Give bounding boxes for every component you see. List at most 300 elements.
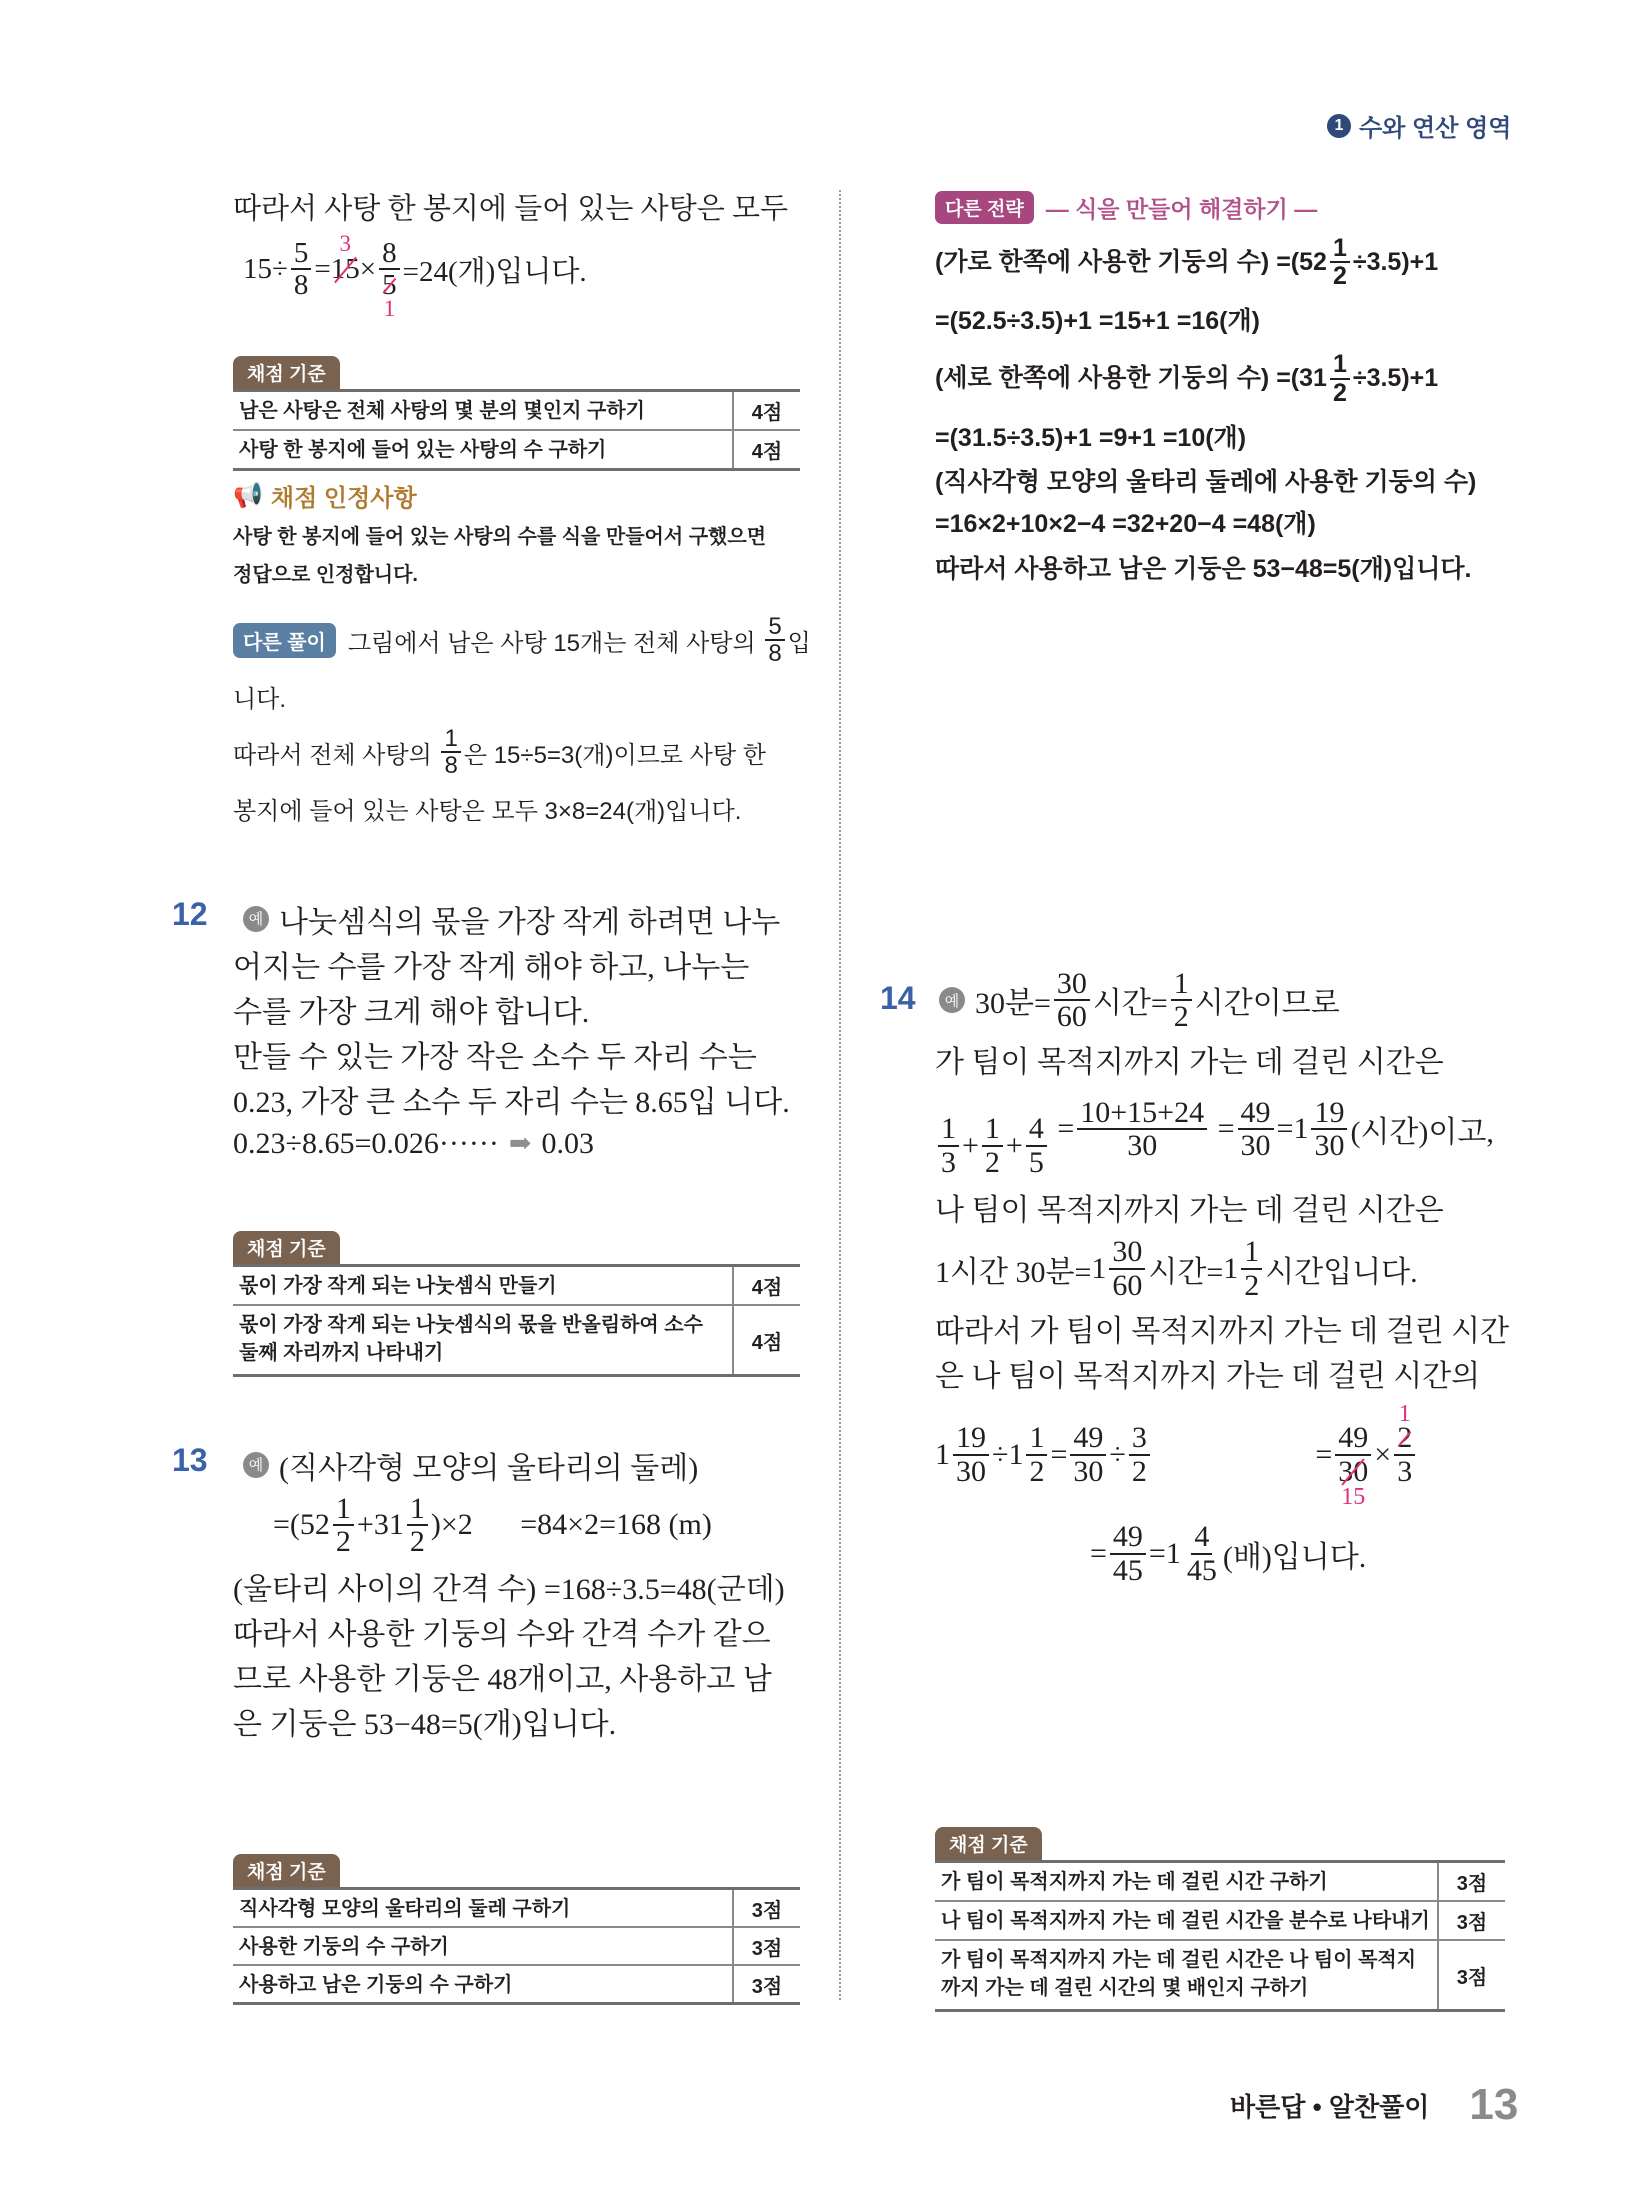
math-text: 3 <box>1131 1421 1147 1454</box>
intro-math <box>233 227 587 323</box>
math-text: 10+15+24 <box>1080 1095 1205 1129</box>
denominator <box>1026 1456 1047 1488</box>
denominator <box>407 1526 428 1558</box>
math-text: 52 <box>1299 247 1327 276</box>
math-text: 2 <box>1244 1268 1260 1302</box>
criteria-score: 3점 <box>1437 1863 1505 1900</box>
strategy-title: — 식을 만들어 해결하기 — <box>1045 195 1318 222</box>
answer-line <box>233 1563 536 1608</box>
denominator <box>1171 1001 1192 1033</box>
cancel-mark: 3 <box>339 230 352 257</box>
criteria-text: 직사각형 모양의 울타리의 둘레 구하기 <box>239 1898 571 1920</box>
cancel-mark: 1 <box>383 296 396 323</box>
math-text: 따라서 가 팀이 목적지까지 가는 데 걸린 시간 <box>935 1314 1510 1348</box>
grading-table-14 <box>935 1827 1505 2012</box>
math-text: 2 <box>1131 1454 1147 1488</box>
table-row <box>935 1863 1505 1900</box>
math-text: + <box>356 1508 374 1541</box>
numerator <box>1171 968 1192 1002</box>
mixed-number <box>1299 235 1353 290</box>
denominator <box>1124 1130 1160 1162</box>
table-row <box>233 429 800 468</box>
fraction <box>1110 1521 1146 1586</box>
page-number: 13 <box>1469 2080 1519 2129</box>
criteria-score: 4점 <box>732 1306 800 1374</box>
fraction <box>1129 1422 1150 1487</box>
math-text: 8 <box>444 752 458 779</box>
alt-solution-line <box>233 780 741 836</box>
math-text: 1 <box>1223 1251 1239 1285</box>
math-text: 4 <box>1194 1520 1210 1553</box>
page-footer <box>1230 2080 1518 2130</box>
denominator <box>1129 1456 1150 1488</box>
answer-line <box>520 1503 712 1548</box>
grading-tag: 채점 기준 <box>233 356 340 389</box>
mixed-number <box>300 1493 357 1558</box>
denominator <box>765 641 784 666</box>
alt-solution-line <box>233 612 811 668</box>
mixed-number <box>1168 968 1195 1033</box>
math-text: =32+20−4 <box>1112 510 1226 538</box>
numerator <box>938 1113 959 1147</box>
mixed-number <box>1051 968 1093 1033</box>
math-text: 52 <box>299 1508 330 1541</box>
math-text: 시간입니다. <box>1265 1255 1418 1289</box>
criteria-text: 사용하고 남은 기둥의 수 구하기 <box>239 1974 513 1996</box>
denominator <box>982 1147 1003 1179</box>
denominator <box>291 270 312 300</box>
math-text: =168÷3.5=48(군데) <box>543 1572 785 1606</box>
mixed-number <box>1166 1521 1223 1586</box>
mixed-number <box>1126 1422 1153 1487</box>
grading-tag: 채점 기준 <box>935 1827 1042 1860</box>
math-text: 어지는 수를 가장 작게 해야 하고, 나누는 <box>233 950 750 984</box>
denominator <box>1335 1454 1371 1510</box>
mixed-number <box>1091 1236 1148 1301</box>
math-text: = <box>1050 1437 1068 1471</box>
alt-solution-tag: 다른 풀이 <box>233 623 336 658</box>
math-text: )×2 <box>430 1508 473 1541</box>
math-text: 나눗셈식의 몫을 가장 작게 하려면 나누 <box>279 905 781 939</box>
mixed-number <box>438 726 463 778</box>
math-text: 30 <box>1127 1129 1158 1162</box>
table-row <box>233 392 800 429</box>
fraction <box>1330 235 1350 290</box>
intro-line: 따라서 사탕 한 봉지에 들어 있는 사탕은 모두 <box>233 192 789 225</box>
section-header <box>1327 108 1511 143</box>
math-text: (직사각형 모양의 울타리의 둘레) <box>279 1451 699 1485</box>
megaphone-icon: 📢 <box>233 481 263 509</box>
strategy-line <box>935 239 1269 281</box>
numerator <box>1110 1521 1146 1555</box>
answer-text <box>279 897 780 941</box>
answer-line <box>233 1653 772 1698</box>
grading-rows <box>935 1860 1505 2012</box>
answer-line <box>273 1487 473 1563</box>
criteria-text: 가 팀이 목적지까지 가는 데 걸린 시간 구하기 <box>941 1871 1328 1893</box>
math-text: ÷3.5)+1 <box>1352 364 1439 392</box>
numerator <box>1026 1422 1047 1456</box>
strategy-line <box>1276 343 1438 415</box>
math-text: 봉지에 들어 있는 사탕은 모두 3×8=24(개)입니다. <box>233 797 742 825</box>
answer-line <box>233 1031 757 1076</box>
denominator <box>1330 380 1350 406</box>
accept-heading <box>233 478 800 512</box>
math-text: = <box>1276 1112 1294 1145</box>
math-text: =(31.5÷3.5)+1 <box>935 423 1092 452</box>
strategy-line <box>1177 298 1260 340</box>
math-text: 니다. <box>233 685 287 713</box>
math-text: 수를 가장 크게 해야 합니다. <box>233 995 590 1029</box>
math-text: 0.03 <box>541 1126 594 1160</box>
denominator <box>333 1526 354 1558</box>
math-text: 가 팀이 목적지까지 가는 데 걸린 시간은 <box>935 1046 1444 1079</box>
math-text: 따라서 전체 사탕의 <box>233 741 439 769</box>
denominator <box>1311 1130 1347 1162</box>
math-text: × <box>1374 1437 1392 1471</box>
criteria-score: 3점 <box>732 1890 800 1926</box>
strategy-line <box>1099 301 1170 343</box>
mixed-number <box>1391 1400 1418 1488</box>
fraction <box>441 726 460 778</box>
math-text: 1 <box>1244 1235 1260 1268</box>
math-text: (시간)이고, <box>1350 1116 1494 1149</box>
alt-solution-block <box>233 612 811 836</box>
mixed-number <box>1074 1097 1210 1162</box>
arrow-right-icon: ➡ <box>508 1128 532 1158</box>
math-text: 1시간 30분= <box>935 1255 1092 1289</box>
math-text: = <box>1148 1536 1166 1570</box>
math-text: ÷ <box>992 1437 1009 1471</box>
question-14 <box>935 966 1510 1593</box>
math-text: 31 <box>1299 364 1327 392</box>
math-text: 1 <box>335 1491 351 1525</box>
math-text: =84×2=168 (m) <box>520 1508 712 1541</box>
math-text: 시간= <box>1092 987 1168 1020</box>
cancelled-number: 15 3 <box>330 230 360 285</box>
math-text: 8 <box>768 640 782 667</box>
math-text: 3 <box>1397 1454 1413 1488</box>
math-text: + <box>962 1128 979 1162</box>
math-text: 1 <box>1029 1421 1045 1454</box>
numerator <box>982 1113 1003 1147</box>
book-title: 바른답 • 알찬풀이 <box>1230 2091 1430 2122</box>
mixed-number <box>1299 351 1353 406</box>
answer-line <box>935 1030 1444 1088</box>
math-text: 2 <box>335 1525 351 1558</box>
fraction <box>379 236 400 323</box>
answer-line <box>233 986 589 1031</box>
question-number: 13 <box>172 1442 208 1478</box>
math-text: = <box>1217 1112 1235 1145</box>
answer-line <box>935 1305 1509 1351</box>
grading-table-12 <box>233 1231 800 1377</box>
math-text: 만들 수 있는 가장 작은 소수 두 자리 수는 <box>233 1040 757 1074</box>
criteria-text: 몫이 가장 작게 되는 나눗셈식의 몫을 반올림하여 소수 둘째 자리까지 나타내기 <box>239 1314 703 1364</box>
math-text: =15+1 <box>1098 307 1170 335</box>
numerator <box>1070 1422 1106 1456</box>
fraction <box>1026 1113 1047 1178</box>
math-text: 0.23÷8.65=0.026······ <box>233 1126 499 1160</box>
denominator <box>938 1147 959 1179</box>
math-text: 1 <box>409 1491 425 1525</box>
denominator <box>1238 1130 1274 1162</box>
math-text: 19 <box>1314 1095 1345 1129</box>
fraction <box>1077 1097 1207 1162</box>
accept-title: 채점 인정사항 <box>270 484 417 512</box>
example-badge: 예 <box>243 1452 269 1478</box>
math-text: 5 <box>768 612 782 640</box>
math-text: =48(개) <box>1232 510 1316 538</box>
math-text: ÷ <box>1109 1437 1126 1471</box>
math-text: 1 <box>1332 233 1347 262</box>
mixed-number <box>979 1113 1006 1178</box>
math-text: (직사각형 모양의 울타리 둘레에 사용한 기둥의 수) <box>935 468 1477 496</box>
numerator <box>1311 1097 1347 1131</box>
criteria-text: 사탕 한 봉지에 들어 있는 사탕의 수 구하기 <box>239 439 607 461</box>
numerator <box>1191 1521 1212 1555</box>
fraction <box>982 1113 1003 1178</box>
numerator <box>1241 1236 1262 1270</box>
numerator <box>1238 1097 1274 1131</box>
grading-rows <box>233 389 800 471</box>
fraction <box>1311 1097 1347 1162</box>
math-text: =10(개) <box>1162 423 1247 452</box>
numerator <box>1026 1113 1047 1147</box>
example-badge: 예 <box>243 906 269 932</box>
alt-solution-line <box>233 668 286 724</box>
math-text: 3 <box>941 1145 956 1179</box>
table-row <box>233 1304 800 1374</box>
accept-block <box>233 478 800 594</box>
strategy-line <box>935 301 1092 343</box>
denominator <box>379 269 400 323</box>
mixed-number <box>376 236 403 323</box>
fraction <box>1184 1521 1220 1586</box>
math-text: 30 <box>956 1454 986 1488</box>
mixed-number <box>1067 1422 1109 1487</box>
math-text: 45 <box>1186 1553 1217 1587</box>
math-text: 49 <box>1338 1421 1369 1454</box>
fraction <box>938 1113 959 1178</box>
table-row <box>233 1890 800 1926</box>
math-text: =24(개)입니다. <box>402 255 587 288</box>
math-text: 1 <box>1173 966 1189 1000</box>
alt-solution-text <box>348 614 811 666</box>
math-text: 4 <box>1028 1112 1044 1145</box>
answer-line <box>233 1076 717 1121</box>
math-text: 15÷ <box>243 252 288 285</box>
fraction <box>1054 968 1090 1033</box>
answer-line <box>1218 1094 1494 1164</box>
math-text: + <box>1005 1128 1023 1162</box>
mixed-number <box>1235 1097 1277 1162</box>
math-text: 1 <box>984 1112 1000 1145</box>
answer-line <box>1315 1395 1418 1515</box>
math-text: 2 <box>1332 378 1347 407</box>
math-text: 시간이므로 <box>1194 987 1340 1020</box>
numerator <box>1109 1236 1145 1270</box>
answer-line <box>935 1111 1050 1181</box>
math-text: 30분= <box>975 987 1051 1020</box>
math-text: 1 <box>1165 1536 1181 1570</box>
strategy-block <box>935 188 1505 588</box>
table-row <box>233 1926 800 1964</box>
fraction <box>1070 1422 1106 1487</box>
math-text: 1 <box>935 1437 950 1471</box>
alt-solution-line <box>233 724 766 780</box>
question-number: 14 <box>880 980 916 1016</box>
denominator <box>1026 1147 1047 1179</box>
numerator <box>765 614 784 641</box>
math-text: 은 기둥은 53−48=5(개)입니다. <box>233 1707 617 1741</box>
fraction <box>1335 1421 1371 1510</box>
fraction <box>1394 1400 1415 1488</box>
section-number-badge: 1 <box>1327 114 1351 138</box>
answer-line <box>1090 1515 1366 1593</box>
math-text: 1 <box>1091 1251 1107 1285</box>
numerator <box>333 1493 354 1527</box>
accept-line: 사탕 한 봉지에 들어 있는 사탕의 수를 식을 만들어서 구했으면 <box>233 526 767 548</box>
math-text: 2 <box>409 1525 425 1558</box>
math-text: 시간= <box>1148 1255 1224 1289</box>
mixed-number <box>935 1113 962 1178</box>
criteria-text: 남은 사탕은 전체 사탕의 몇 분의 몇인지 구하기 <box>239 400 645 422</box>
criteria-score: 3점 <box>732 1966 800 2002</box>
mixed-number <box>935 1422 992 1487</box>
strategy-line <box>935 417 1092 459</box>
grading-table-13 <box>233 1854 800 2005</box>
criteria-text: 가 팀이 목적지까지 가는 데 걸린 시간은 나 팀이 목적지 까지 가는 데 걸린 시간의 몇 배인지 구하기 <box>941 1949 1417 1999</box>
grading-tag: 채점 기준 <box>233 1854 340 1887</box>
numerator <box>1054 968 1090 1002</box>
math-text: 30 <box>1240 1129 1271 1162</box>
strategy-line <box>1163 415 1246 457</box>
strategy-line <box>1112 504 1225 546</box>
question-13 <box>233 1442 800 1743</box>
table-row <box>233 1964 800 2002</box>
mixed-number <box>1293 1097 1350 1162</box>
strategy-line <box>1276 226 1438 298</box>
math-text: (세로 한쪽에 사용한 기둥의 수) <box>935 364 1270 392</box>
math-text: 그림에서 남은 사탕 15개는 전체 사탕의 <box>347 629 763 657</box>
mixed-number <box>1008 1422 1050 1487</box>
example-badge: 예 <box>939 987 965 1013</box>
math-text: 49 <box>1240 1095 1271 1129</box>
denominator <box>441 753 460 778</box>
mixed-number <box>374 1493 431 1558</box>
math-text: 2 <box>1173 1000 1189 1033</box>
strategy-line <box>1099 417 1156 459</box>
numerator <box>1394 1400 1415 1456</box>
math-text: 1 <box>1332 350 1347 379</box>
denominator <box>1184 1555 1220 1587</box>
math-text: 30 <box>1314 1129 1345 1162</box>
answer-line <box>935 1233 1418 1305</box>
math-text: 1 <box>1008 1437 1024 1471</box>
cancelled-number: 5 1 <box>382 269 397 323</box>
criteria-text: 사용한 기둥의 수 구하기 <box>239 1936 449 1958</box>
numerator <box>1330 235 1350 263</box>
grading-rows <box>233 1264 800 1377</box>
numerator <box>1330 351 1350 379</box>
math-text: = <box>1090 1536 1107 1570</box>
question-12 <box>233 896 800 1166</box>
fraction <box>291 238 312 301</box>
math-text: 따라서 사용하고 남은 기둥은 53−48=5(개)입니다. <box>935 554 1472 583</box>
criteria-score: 4점 <box>732 431 800 468</box>
fraction <box>1241 1236 1262 1301</box>
math-text: 30 <box>1056 966 1087 1000</box>
numerator <box>1129 1422 1150 1456</box>
denominator <box>1109 1270 1145 1302</box>
answer-line <box>233 1698 616 1743</box>
math-text: 8 <box>293 269 309 301</box>
math-text: 8 <box>382 236 397 269</box>
math-text: (배)입니다. <box>1222 1540 1367 1574</box>
answer-line <box>935 1414 1153 1496</box>
math-text: = <box>1057 1112 1075 1145</box>
math-text: 31 <box>373 1508 404 1541</box>
math-text: =16×2+10×2−4 <box>935 510 1106 538</box>
denominator <box>1070 1456 1106 1488</box>
criteria-score: 4점 <box>732 1267 800 1304</box>
strategy-line <box>935 459 1476 501</box>
column-divider <box>839 190 841 2000</box>
math-text: =( <box>273 1508 300 1541</box>
math-text: 5 <box>293 236 309 269</box>
math-text: (가로 한쪽에 사용한 기둥의 수) <box>935 247 1270 276</box>
math-text: 1 <box>941 1112 956 1145</box>
math-text: 49 <box>1073 1421 1104 1454</box>
math-text: 60 <box>1056 1000 1087 1033</box>
math-text: 0.23, 가장 큰 소수 두 자리 수는 8.65입 <box>233 1085 717 1119</box>
strategy-heading <box>935 188 1505 226</box>
fraction <box>407 1493 428 1558</box>
numerator <box>953 1422 989 1456</box>
cancel-mark: 15 <box>1341 1483 1366 1510</box>
math-text: = <box>1315 1437 1333 1471</box>
criteria-score: 3점 <box>1437 1902 1505 1939</box>
numerator <box>291 238 312 270</box>
criteria-score: 3점 <box>732 1928 800 1964</box>
accept-text <box>233 518 800 594</box>
math-text: =(52.5÷3.5)+1 <box>935 307 1092 335</box>
fraction <box>1238 1097 1274 1162</box>
denominator <box>1110 1555 1146 1587</box>
mixed-number <box>288 238 315 301</box>
criteria-text: 몫이 가장 작게 되는 나눗셈식 만들기 <box>239 1275 557 1297</box>
answer-line <box>939 966 1505 1033</box>
answer-line <box>1057 1088 1210 1170</box>
strategy-line <box>935 504 1105 546</box>
answer-line <box>243 1442 800 1487</box>
math-text: 2 <box>1029 1454 1045 1488</box>
accept-line: 정답으로 인정합니다. <box>233 564 418 586</box>
grading-table-1 <box>233 356 800 471</box>
math-text: 므로 사용한 기둥은 48개이고, 사용하고 남 <box>233 1662 772 1696</box>
math-text: ÷3.5)+1 <box>1352 247 1439 276</box>
math-text: 나 팀이 목적지까지 가는 데 걸린 시간은 <box>935 1193 1444 1227</box>
math-text: 입 <box>787 629 811 657</box>
strategy-tag: 다른 전략 <box>935 191 1034 224</box>
answer-line <box>935 1181 1444 1233</box>
math-text: 45 <box>1112 1553 1143 1587</box>
fraction <box>1026 1422 1047 1487</box>
strategy-line <box>935 355 1269 397</box>
answer-text <box>975 968 1340 1033</box>
numerator <box>1335 1422 1371 1456</box>
